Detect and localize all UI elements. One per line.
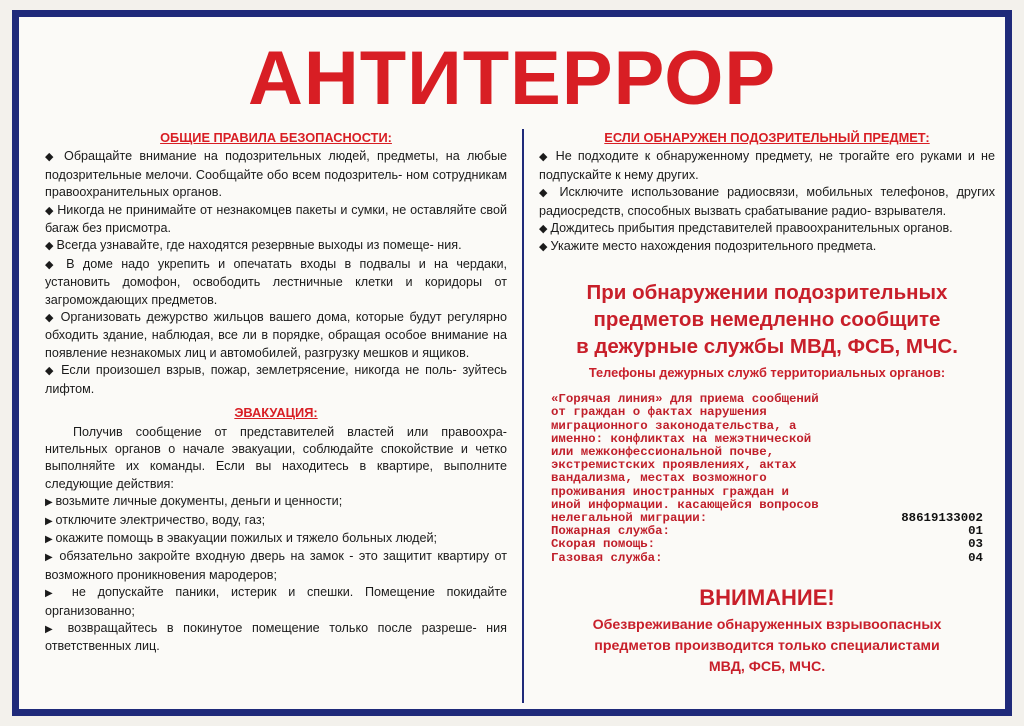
- general-rule: ◆ Если произошел взрыв, пожар, землетрясение, никогда не поль- зуйтесь лифтом.: [45, 362, 507, 398]
- attention-title: ВНИМАНИЕ!: [699, 584, 835, 610]
- hotline-line: вандализма, местах возможного: [551, 471, 767, 486]
- hotline-line: экстремистских проявлениях, актах: [551, 458, 797, 473]
- phone-row: [551, 552, 995, 565]
- phone-number: 03: [968, 537, 983, 552]
- right-column: [539, 127, 995, 678]
- general-rule: ◆ В доме надо укрепить и опечатать входы в подвалы и на чердаки, установить домофон, освободить лестничные клетки и коридоры от загромождающих предметов.: [45, 256, 507, 309]
- phone-number: 04: [968, 550, 983, 565]
- general-rule: ◆ Обращайте внимание на подозрительных людей, предметы, на любые подозрительные мелочи. Сообщайте обо всем подозритель- ном сотрудникам правоохранительных органов.: [45, 148, 507, 201]
- hotline-line: «Горячая линия» для приема сообщений: [551, 392, 819, 407]
- evacuation-step: ▶ обязательно закройте входную дверь на замок - это защитит квартиру от возможного проникновения мародеров;: [45, 548, 507, 584]
- attention-line: Обезвреживание обнаруженных взрывоопасных: [592, 616, 942, 633]
- suspicious-object-header: ЕСЛИ ОБНАРУЖЕН ПОДОЗРИТЕЛЬНЫЙ ПРЕДМЕТ:: [604, 130, 930, 145]
- general-rule: ◆ Никогда не принимайте от незнакомцев пакеты и сумки, не оставляйте свой багаж без присмотра.: [45, 202, 507, 238]
- general-rule: ◆ Всегда узнавайте, где находятся резервные выходы из помеще- ния.: [45, 237, 507, 255]
- evacuation-intro: Получив сообщение от представителей властей или правоохра- нительных органов о начале эвакуации, соблюдайте спокойствие и четко выполняйте их команды. Если вы находитесь в квартире, выполните следующие действия:: [45, 424, 507, 491]
- phone-label: нелегальной миграции:: [551, 511, 708, 526]
- attention-line: МВД, ФСБ, МЧС.: [708, 658, 826, 675]
- hotline-line: проживания иностранных граждан и: [551, 484, 789, 499]
- evacuation-step: ▶ отключите электричество, воду, газ;: [45, 512, 507, 530]
- phone-row: [551, 538, 995, 551]
- report-alert: [539, 279, 995, 360]
- attention-line: предметов производится только специалистами: [594, 637, 940, 654]
- report-alert-line: в дежурные службы МВД, ФСБ, МЧС.: [576, 334, 958, 358]
- suspicious-rule: ◆ Укажите место нахождения подозрительного предмета.: [539, 238, 995, 256]
- general-rule: ◆ Организовать дежурство жильцов вашего дома, которые будут регулярно обходить здание, наблюдая, все ли в порядке, обращая особое внимание на появление незнакомых лиц и автомобилей, разгрузку мешков и ящиков.: [45, 309, 507, 362]
- report-alert-line: предметов немедленно сообщите: [593, 307, 941, 331]
- phone-label: Пожарная служба:: [551, 524, 670, 539]
- poster-title: АНТИТЕРРОР: [247, 36, 777, 121]
- hotline-block: [551, 393, 995, 565]
- evacuation-step: ▶ возьмите личные документы, деньги и ценности;: [45, 493, 507, 511]
- poster: [12, 10, 1012, 716]
- evacuation-header: ЭВАКУАЦИЯ:: [234, 405, 318, 421]
- hotline-line: от граждан о фактах нарушения: [551, 405, 767, 420]
- phone-number: 01: [968, 524, 983, 539]
- suspicious-rule: ◆ Исключите использование радиосвязи, мобильных телефонов, других радиосредств, способных вызвать срабатывание радио- взрывателя.: [539, 184, 995, 220]
- evacuation-step: ▶ окажите помощь в эвакуации пожилых и тяжело больных людей;: [45, 530, 507, 548]
- general-rules-header: ОБЩИЕ ПРАВИЛА БЕЗОПАСНОСТИ:: [160, 130, 392, 145]
- left-column: [45, 127, 507, 656]
- suspicious-rule: ◆ Дождитесь прибытия представителей правоохранительных органов.: [539, 220, 995, 238]
- hotline-line: именно: конфликтах на межэтнической: [551, 431, 812, 446]
- hotline-line: миграционного законодательства, а: [551, 418, 797, 433]
- phone-number: 88619133002: [901, 511, 983, 526]
- hotline-line: или межконфессиональной почве,: [551, 445, 775, 460]
- evacuation-step: ▶ не допускайте паники, истерик и спешки. Помещение покидайте организованно;: [45, 584, 507, 620]
- evacuation-step: ▶ возвращайтесь в покинутое помещение только после разреше- ния ответственных лиц.: [45, 620, 507, 656]
- phones-title: Телефоны дежурных служб территориальных органов:: [588, 364, 946, 380]
- attention-text: [539, 615, 995, 678]
- hotline-line: иной информации. касающейся вопросов: [551, 497, 819, 512]
- phone-label: Скорая помощь:: [551, 537, 656, 552]
- phone-label: Газовая служба:: [551, 550, 663, 565]
- column-divider: [522, 129, 524, 703]
- suspicious-rule: ◆ Не подходите к обнаруженному предмету, не трогайте его руками и не подпускайте к нему других.: [539, 148, 995, 184]
- report-alert-line: При обнаружении подозрительных: [586, 280, 948, 304]
